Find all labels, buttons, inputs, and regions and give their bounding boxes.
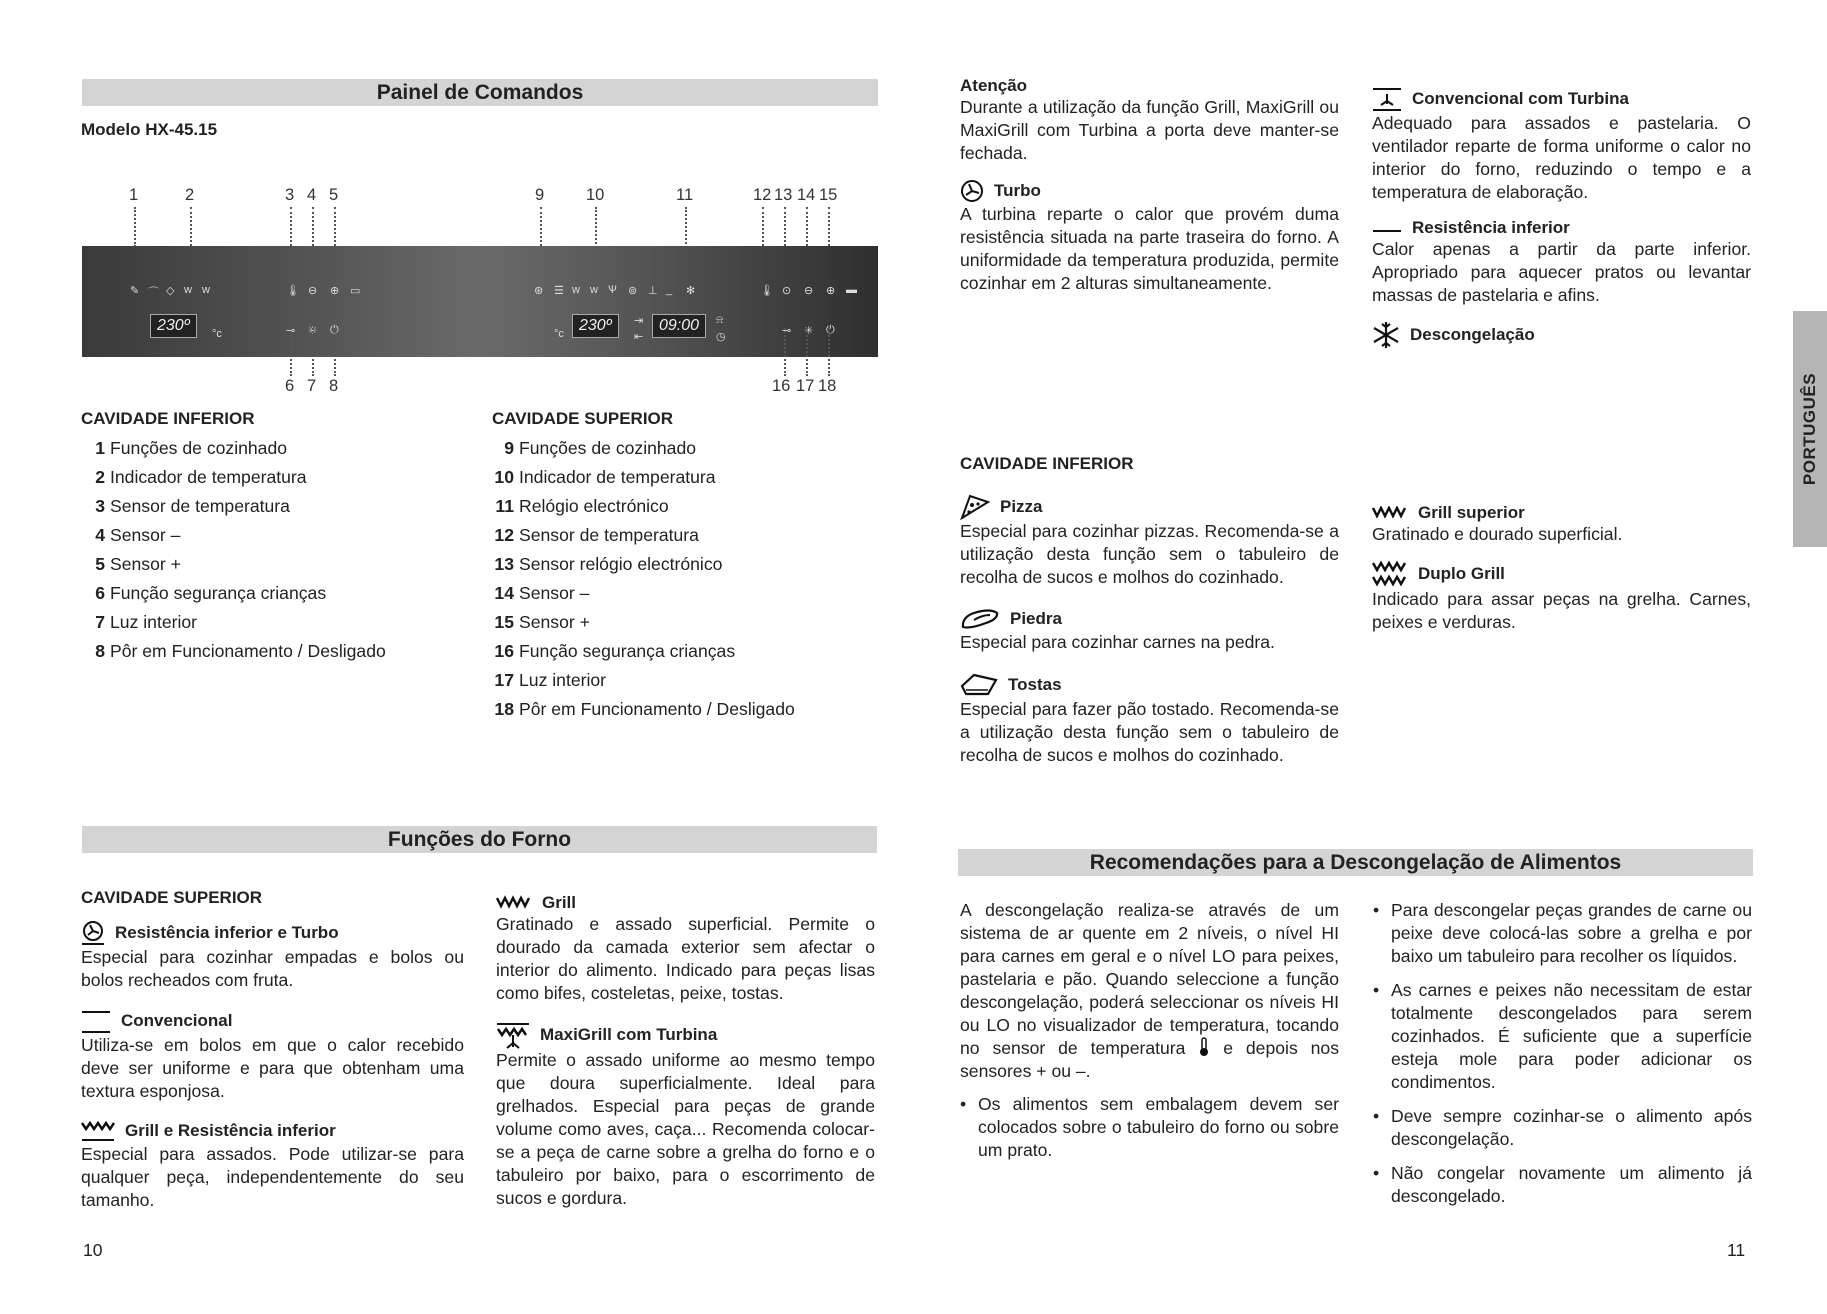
thermometer-icon — [1198, 1037, 1210, 1057]
upper-thermometer-sensor-icon[interactable]: 🌡 — [760, 285, 774, 297]
plus-sensor-icon[interactable]: ⊕ — [330, 285, 340, 297]
maxigrill-turbine-function-icon: Ѱ — [608, 284, 617, 296]
end-time-icon: ⇤ — [634, 331, 644, 343]
list-item: 3 Sensor de temperatura — [95, 496, 290, 516]
functions-col-2 — [496, 893, 875, 1210]
upper-celsius-unit: °c — [554, 328, 564, 340]
right-lower-cavity-heading: CAVIDADE INFERIOR — [960, 454, 1134, 473]
callout-7: 7 — [307, 377, 317, 395]
function-title: Convencional com Turbina — [1372, 86, 1751, 112]
list-item: 7 Luz interior — [95, 612, 198, 632]
callout-4: 4 — [307, 186, 317, 204]
list-item: 4 Sensor – — [95, 525, 181, 545]
clock-display: 09:00 — [652, 314, 706, 338]
function-title: Resistência inferior e Turbo — [81, 920, 464, 946]
stone-function-icon: ⌒ — [148, 287, 159, 299]
list-item: 13 Sensor relógio electrónico — [494, 554, 723, 574]
function-text: Especial para cozinhar pizzas. Recomenda-se a utilização desta função sem o tabuleiro de recolha de sucos e molhos do cozinhado. — [960, 521, 1339, 587]
function-text: Especial para cozinhar empadas e bolos ou bolos recheados com fruta. — [81, 947, 464, 990]
turbo-lower-function-icon: ⊚ — [628, 285, 638, 297]
functions-upper-heading: CAVIDADE SUPERIOR — [81, 888, 263, 907]
right-col-1-top — [960, 76, 1339, 295]
turbo-function-icon: ⊛ — [534, 285, 544, 297]
list-item: • As carnes e peixes não necessitam de estar totalmente descongelados para serem cozinhados. É suficiente que a superfície esteja mole para poder adicionar os condimentos. — [1373, 979, 1752, 1094]
function-title: Piedra — [960, 607, 1339, 631]
toast-icon — [960, 672, 998, 698]
upper-light-sensor-icon[interactable]: ✳ — [804, 325, 814, 337]
function-title: Descongelação — [1372, 321, 1751, 349]
callout-3: 3 — [285, 186, 295, 204]
function-title: Grill e Resistência inferior — [81, 1119, 464, 1143]
conv-turbine-function-icon: ⊥ — [648, 285, 658, 297]
control-panel-banner: Painel de Comandos — [82, 79, 878, 106]
list-item: 6 Função segurança crianças — [95, 583, 327, 603]
function-text: Especial para cozinhar carnes na pedra. — [960, 632, 1275, 652]
list-item: 11 Relógio electrónico — [495, 496, 669, 516]
reco-bullets-right — [1373, 899, 1752, 1208]
list-item: 17 Luz interior — [494, 670, 607, 690]
callout-1: 1 — [129, 186, 139, 204]
grill-icon — [496, 895, 532, 911]
function-text: Gratinado e assado superficial. Permite o dourado da camada exterior sem afectar o interior do alimento. Indicado para peças lisas como bifes, costeletas, peixe, tostas. — [496, 914, 875, 1003]
list-item: 9 Funções de cozinhado — [504, 438, 697, 458]
snowflake-icon — [1372, 321, 1400, 349]
maxigrill-function-icon: ᴡ — [590, 284, 598, 296]
callout-10: 10 — [586, 186, 605, 204]
list-item: 14 Sensor – — [494, 583, 590, 603]
list-item: • Deve sempre cozinhar-se o alimento após descongelação. — [1373, 1105, 1752, 1151]
callout-5: 5 — [329, 186, 339, 204]
lower-cavity-heading: CAVIDADE INFERIOR — [81, 409, 255, 428]
lower-element-function-icon: _ — [666, 284, 673, 296]
callout-18: 18 — [818, 377, 837, 395]
upper-child-lock-sensor-icon[interactable]: ⊸ — [782, 325, 792, 337]
upper-plus-sensor-icon[interactable]: ⊕ — [826, 285, 836, 297]
list-item: • Não congelar novamente um alimento já descongelado. — [1373, 1162, 1752, 1208]
upper-minus-sensor-icon[interactable]: ⊖ — [804, 285, 814, 297]
light-sensor-icon[interactable]: ✳ — [308, 325, 318, 337]
upper-grill-icon — [1372, 506, 1408, 520]
function-text: Indicado para assar peças na grelha. Carnes, peixes e verduras. — [1372, 589, 1751, 632]
reco-col-2 — [1373, 899, 1752, 1219]
cook-time-icon: ◷ — [716, 331, 726, 343]
language-tab: PORTUGUÊS — [1793, 311, 1827, 547]
list-item: 12 Sensor de temperatura — [494, 525, 699, 545]
function-title: MaxiGrill com Turbina — [496, 1021, 875, 1049]
oven-functions-banner: Funções do Forno — [82, 826, 877, 853]
grill-function-icon: ᴡ — [184, 284, 192, 296]
lower-temperature-display: 230º — [150, 314, 197, 338]
function-title: Grill superior — [1372, 503, 1751, 523]
bell-icon: ⍾ — [716, 314, 724, 326]
defrost-function-icon: ✻ — [686, 285, 696, 297]
upper-power-sensor-icon[interactable]: ⏻ — [826, 324, 835, 336]
callout-13: 13 — [774, 186, 793, 204]
list-item: 8 Pôr em Funcionamento / Desligado — [95, 641, 386, 661]
right-col-2-mid — [1372, 503, 1751, 634]
function-title: Pizza — [960, 494, 1339, 520]
functions-col-1 — [81, 920, 464, 1212]
turbo-lower-icon — [81, 920, 105, 946]
function-text: A turbina reparte o calor que provém duma resistência situada na parte traseira do forno. A uniformidade da temperatura produzida, permite cozinhar em 2 alturas simultaneamente. — [960, 204, 1339, 293]
conv-turbine-icon — [1372, 86, 1402, 112]
lower-cavity-list — [81, 434, 386, 666]
right-col-1-mid — [960, 494, 1339, 767]
maxigrill-turbine-icon — [496, 1021, 530, 1049]
upper-cavity-heading: CAVIDADE SUPERIOR — [492, 409, 674, 428]
list-item: 10 Indicador de temperatura — [494, 467, 716, 487]
control-panel-image — [82, 246, 878, 357]
callout-9: 9 — [535, 186, 545, 204]
oven-icon: ▭ — [350, 285, 361, 297]
upper-grill-function-icon: ᴡ — [572, 284, 580, 296]
conventional-icon — [81, 1008, 111, 1034]
callout-11: 11 — [676, 186, 694, 204]
function-title: Convencional — [81, 1008, 464, 1034]
list-item: 18 Pôr em Funcionamento / Desligado — [494, 699, 795, 719]
toast-function-icon: ◇ — [166, 285, 175, 297]
list-item: • Os alimentos sem embalagem devem ser colocados sobre o tabuleiro do forno ou sobre um prato. — [960, 1093, 1339, 1162]
function-text: Especial para fazer pão tostado. Recomenda-se a utilização desta função sem o tabuleiro de recolha de sucos e molhos do cozinhado. — [960, 699, 1339, 765]
defrost-recommendations-banner: Recomendações para a Descongelação de Alimentos — [958, 849, 1753, 876]
reco-bullets-left — [960, 1093, 1339, 1162]
upper-oven-icon: ▬ — [846, 284, 857, 296]
function-title: Tostas — [960, 672, 1339, 698]
lower-element-icon — [1372, 222, 1402, 234]
function-text: Especial para assados. Pode utilizar-se para qualquer peça, independentemente do seu tamanho. — [81, 1144, 464, 1210]
function-text: Permite o assado uniforme ao mesmo tempo que doura superficialmente. Ideal para grelhados. Especial para peças de grande volume como aves, caça... Recomenda colocar-se a peça de carne sobre a grelha do forno e o tabuleiro por baixo, para o escorrimento de sucos e gordura. — [496, 1050, 875, 1208]
thermometer-sensor-icon[interactable]: 🌡 — [286, 285, 300, 297]
double-grill-icon — [1372, 560, 1408, 588]
page-number-right: 11 — [1727, 1240, 1746, 1260]
double-grill-function-icon: ᴡ — [202, 284, 210, 296]
function-text: Utiliza-se em bolos em que o calor recebido deve ser uniforme e para que obtenham uma textura esponjosa. — [81, 1035, 464, 1101]
callout-16: 16 — [772, 377, 791, 395]
attention-text: Durante a utilização da função Grill, MaxiGrill ou MaxiGrill com Turbina a porta deve manter-se fechada. — [960, 97, 1339, 163]
conventional-function-icon: ☰ — [554, 285, 564, 297]
callout-17: 17 — [796, 377, 815, 395]
function-text: Adequado para assados e pastelaria. O ventilador reparte de forma uniforme o calor no interior do forno, reduzindo o tempo e a temperatura de elaboração. — [1372, 113, 1751, 202]
pizza-function-icon: ✎ — [130, 285, 140, 297]
function-title: Grill — [496, 893, 875, 913]
stone-icon — [960, 607, 1000, 631]
upper-temperature-display: 230º — [572, 314, 619, 338]
attention-title: Atenção — [960, 76, 1028, 95]
minus-sensor-icon[interactable]: ⊖ — [308, 285, 318, 297]
clock-sensor-icon[interactable]: ⊙ — [782, 285, 792, 297]
turbo-icon — [960, 179, 984, 203]
callout-6: 6 — [285, 377, 295, 395]
callout-2: 2 — [185, 186, 195, 204]
function-title: Duplo Grill — [1372, 560, 1751, 588]
power-sensor-icon[interactable]: ⏻ — [330, 324, 339, 336]
reco-intro: A descongelação realiza-se através de um sistema de ar quente em 2 níveis, o nível HI para carnes em geral e o nível LO para peixes, pastelaria e pão. Quando seleccione a função descongelação, poderá seleccionar os níveis HI ou LO no visualizador de temperatura, tocando no sensor de temperatura e depois nos sensores + ou –. — [960, 900, 1339, 1081]
list-item: 16 Função segurança crianças — [494, 641, 736, 661]
model-label: Modelo HX-45.15 — [81, 120, 218, 139]
function-text: Gratinado e dourado superficial. — [1372, 524, 1623, 544]
celsius-unit: °c — [212, 328, 222, 340]
reco-col-1 — [960, 899, 1339, 1173]
callout-12: 12 — [753, 186, 772, 204]
child-lock-sensor-icon[interactable]: ⊸ — [286, 325, 296, 337]
callout-15: 15 — [819, 186, 838, 204]
function-text: Calor apenas a partir da parte inferior. Apropriado para aquecer pratos ou levantar massas de pastelaria e afins. — [1372, 239, 1751, 305]
list-item: • Para descongelar peças grandes de carne ou peixe deve colocá-las sobre a grelha e por baixo um tabuleiro para recolher os líquidos. — [1373, 899, 1752, 968]
list-item: 5 Sensor + — [95, 554, 181, 574]
function-title: Turbo — [960, 179, 1339, 203]
list-item: 1 Funções de cozinhado — [95, 438, 288, 458]
list-item: 2 Indicador de temperatura — [95, 467, 307, 487]
callout-14: 14 — [797, 186, 816, 204]
pizza-icon — [960, 494, 990, 520]
page-number-left: 10 — [83, 1240, 103, 1260]
function-title: Resistência inferior — [1372, 218, 1751, 238]
grill-lower-icon — [81, 1119, 115, 1143]
right-col-2-top — [1372, 86, 1751, 349]
callout-8: 8 — [329, 377, 339, 395]
upper-cavity-list — [488, 434, 795, 724]
timer-icon: ⇥ — [634, 315, 644, 327]
list-item: 15 Sensor + — [494, 612, 590, 632]
